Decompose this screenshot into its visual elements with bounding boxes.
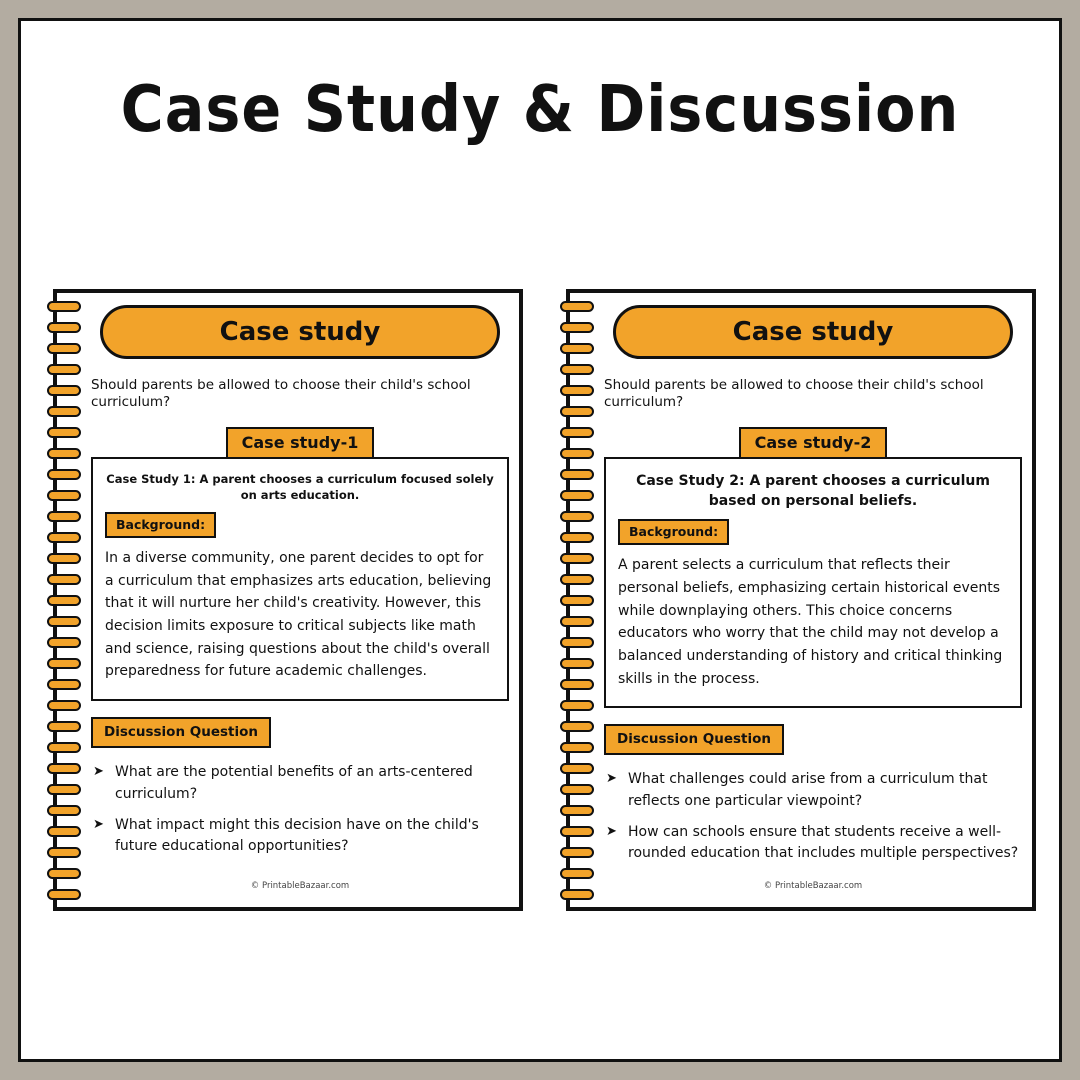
spiral-ring xyxy=(560,721,594,732)
case-study-card-2 xyxy=(566,289,1036,911)
case-study-header-pill: Case study xyxy=(613,305,1013,359)
spiral-binding-right xyxy=(560,301,596,905)
question-text: What are the potential benefits of an arts-centered curriculum? xyxy=(115,764,473,802)
spiral-ring xyxy=(47,490,81,501)
question-text: How can schools ensure that students receive a well-rounded education that includes multiple perspectives? xyxy=(628,823,1019,862)
spiral-ring xyxy=(47,763,81,774)
spiral-ring xyxy=(560,448,594,459)
spiral-ring xyxy=(47,658,81,669)
spiral-ring xyxy=(47,637,81,648)
spiral-binding-left xyxy=(47,301,83,905)
spiral-ring xyxy=(47,868,81,879)
spiral-ring xyxy=(47,700,81,711)
spiral-ring xyxy=(47,511,81,522)
worksheet-page xyxy=(18,18,1062,1062)
spiral-ring xyxy=(47,532,81,543)
spiral-ring xyxy=(560,658,594,669)
spiral-ring xyxy=(47,553,81,564)
spiral-ring xyxy=(560,847,594,858)
spiral-ring xyxy=(560,826,594,837)
spiral-ring xyxy=(47,679,81,690)
spiral-ring xyxy=(560,406,594,417)
spiral-ring xyxy=(560,763,594,774)
case-study-prompt: Should parents be allowed to choose their child's school curriculum? xyxy=(604,377,984,410)
spiral-ring xyxy=(560,532,594,543)
discussion-question-list-1 xyxy=(91,762,509,858)
spiral-ring xyxy=(560,889,594,900)
spiral-ring xyxy=(560,322,594,333)
spiral-ring xyxy=(560,700,594,711)
credit-text: © PrintableBazaar.com xyxy=(763,881,863,891)
list-item xyxy=(91,815,509,858)
spiral-ring xyxy=(560,469,594,480)
background-text: A parent selects a curriculum that reflects their personal beliefs, emphasizing certain historical events while downplaying others. This choice concerns educators who worry that the child may not develop a balanced understanding of history and critical thinking skills in the process. xyxy=(618,557,1003,687)
list-item xyxy=(91,762,509,805)
spiral-ring xyxy=(47,406,81,417)
spiral-ring xyxy=(47,364,81,375)
arrow-bullet-icon: ➤ xyxy=(93,816,104,832)
spiral-ring xyxy=(47,889,81,900)
background-tag: Background: xyxy=(105,512,216,538)
discussion-question-tag: Discussion Question xyxy=(604,724,784,755)
case-study-body-box xyxy=(91,457,509,701)
list-item xyxy=(604,822,1022,865)
spiral-ring xyxy=(47,448,81,459)
question-text: What challenges could arise from a curriculum that reflects one particular viewpoint? xyxy=(628,771,988,810)
case-study-scenario-title: Case Study 2: A parent chooses a curriculum based on personal beliefs. xyxy=(636,472,990,510)
list-item xyxy=(604,769,1022,812)
spiral-ring xyxy=(47,805,81,816)
background-text: In a diverse community, one parent decides to opt for a curriculum that emphasizes arts education, believing that it will nurture her child's creativity. However, this decision limits exposure to critical subjects like math and science, raising questions about the child's overall preparedness for future academic challenges. xyxy=(105,550,492,680)
case-study-scenario-title: Case Study 1: A parent chooses a curriculum focused solely on arts education. xyxy=(106,471,494,503)
spiral-ring xyxy=(560,511,594,522)
spiral-ring xyxy=(560,301,594,312)
case-study-body-box xyxy=(604,457,1022,709)
spiral-ring xyxy=(560,805,594,816)
discussion-question-tag: Discussion Question xyxy=(91,717,271,748)
arrow-bullet-icon: ➤ xyxy=(93,764,104,780)
case-study-number-label: Case study-2 xyxy=(739,427,888,459)
spiral-ring xyxy=(560,553,594,564)
discussion-question-list-2 xyxy=(604,769,1022,865)
spiral-ring xyxy=(47,301,81,312)
spiral-ring xyxy=(47,784,81,795)
spiral-ring xyxy=(47,574,81,585)
case-study-card-1 xyxy=(53,289,523,911)
page-title: Case Study & Discussion xyxy=(120,73,960,147)
spiral-ring xyxy=(560,343,594,354)
spiral-ring xyxy=(560,385,594,396)
spiral-ring xyxy=(47,616,81,627)
case-study-prompt: Should parents be allowed to choose their child's school curriculum? xyxy=(91,377,471,410)
spiral-ring xyxy=(560,490,594,501)
spiral-ring xyxy=(47,343,81,354)
spiral-ring xyxy=(47,826,81,837)
credit-text: © PrintableBazaar.com xyxy=(250,881,350,891)
arrow-bullet-icon: ➤ xyxy=(606,771,617,787)
spiral-ring xyxy=(47,742,81,753)
spiral-ring xyxy=(560,616,594,627)
spiral-ring xyxy=(47,595,81,606)
spiral-ring xyxy=(47,847,81,858)
spiral-ring xyxy=(560,595,594,606)
spiral-ring xyxy=(560,364,594,375)
spiral-ring xyxy=(47,469,81,480)
spiral-ring xyxy=(560,742,594,753)
spiral-ring xyxy=(47,721,81,732)
background-tag: Background: xyxy=(618,519,729,545)
case-study-header-pill: Case study xyxy=(100,305,500,359)
spiral-ring xyxy=(560,637,594,648)
spiral-ring xyxy=(560,868,594,879)
spiral-ring xyxy=(47,322,81,333)
spiral-ring xyxy=(47,385,81,396)
spiral-ring xyxy=(560,427,594,438)
spiral-ring xyxy=(47,427,81,438)
question-text: What impact might this decision have on the child's future educational opportunities? xyxy=(115,816,479,855)
case-study-number-label: Case study-1 xyxy=(226,427,375,459)
spiral-ring xyxy=(560,679,594,690)
spiral-ring xyxy=(560,784,594,795)
spiral-ring xyxy=(560,574,594,585)
arrow-bullet-icon: ➤ xyxy=(606,823,617,839)
